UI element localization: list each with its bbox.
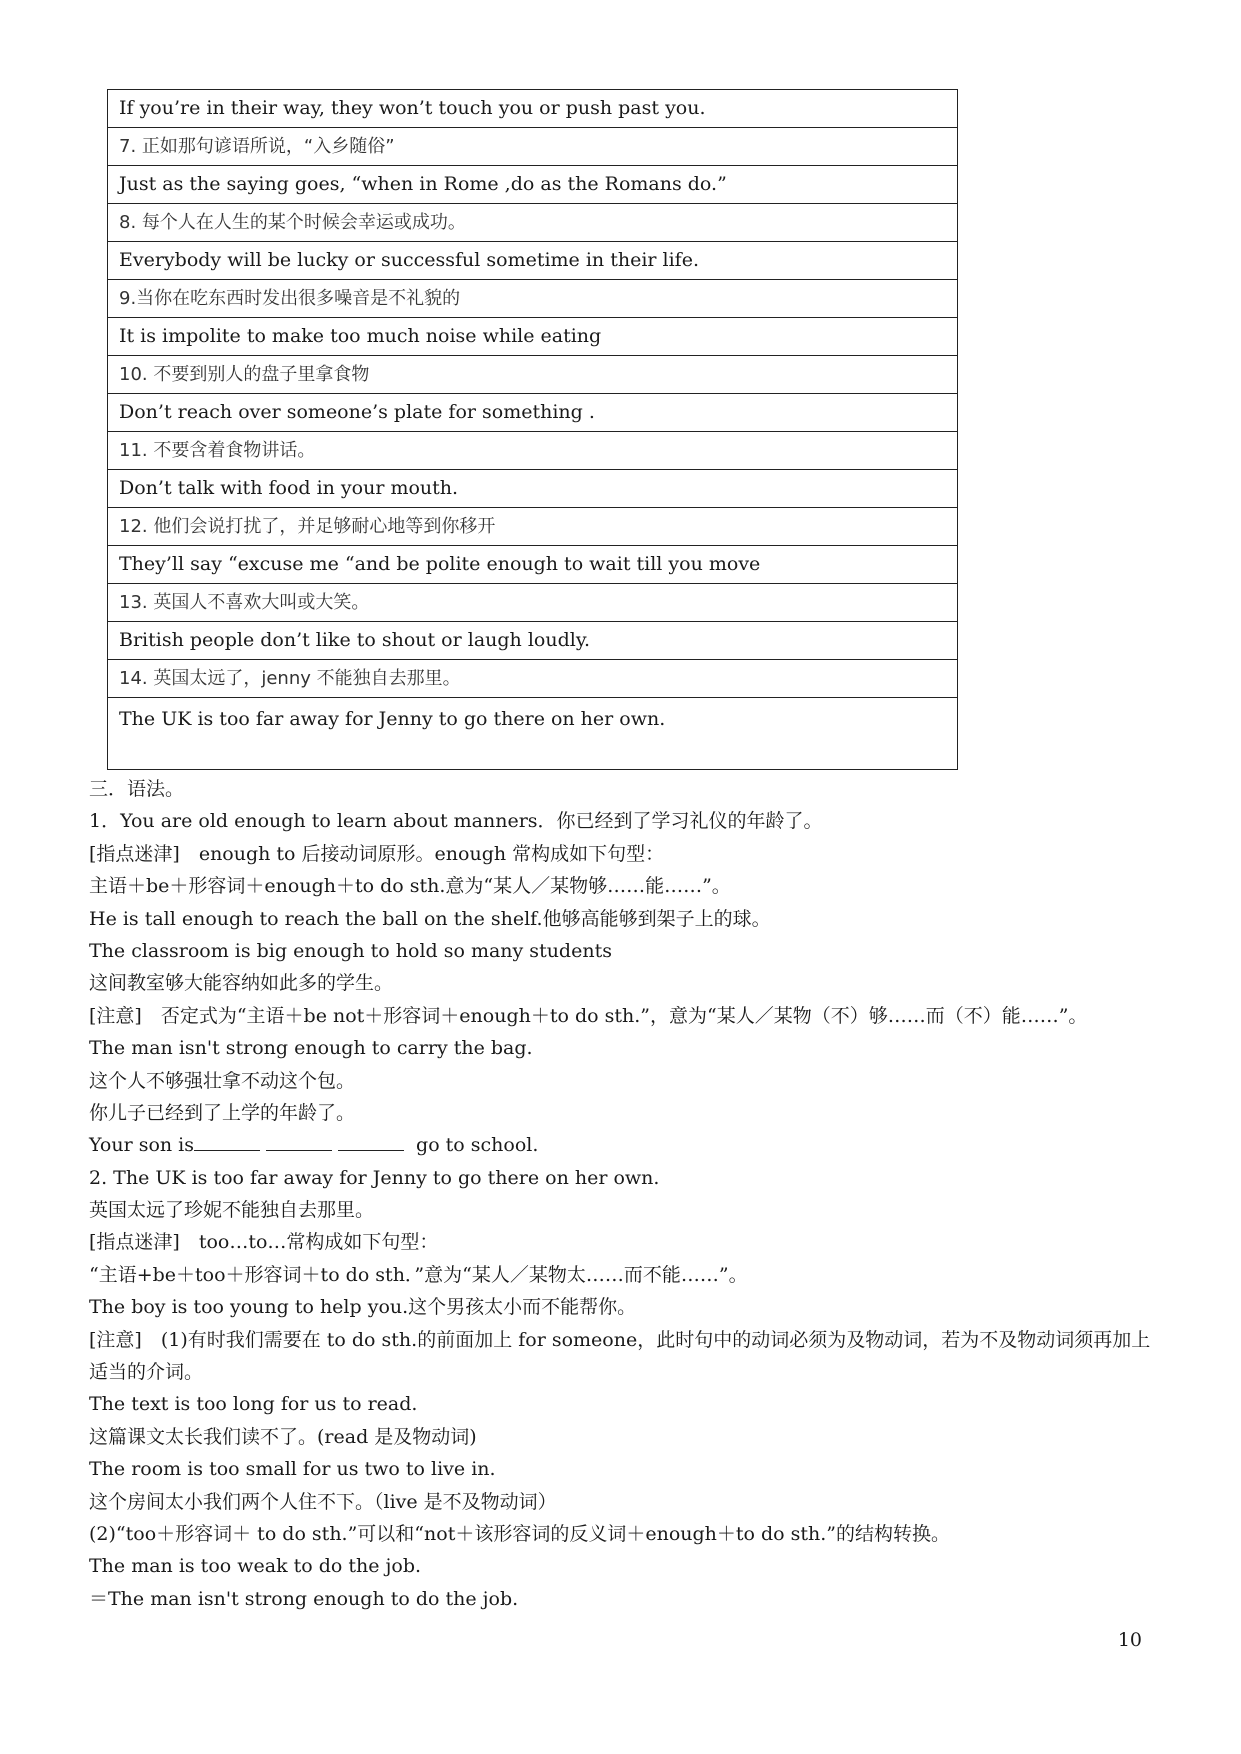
grammar-point-2: 2. The UK is too far away for Jenny to go there on her own. [89, 1166, 660, 1189]
grammar-point-2-translation: 英国太远了珍妮不能独自去那里。 [89, 1199, 375, 1222]
table-row [108, 90, 958, 128]
pattern-2: “主语+be＋too＋形容词＋to do sth．”意为“某人／某物太……而不能……”。 [89, 1263, 748, 1286]
table-cell-english: The UK is too far away for Jenny to go there on her own. [108, 698, 958, 770]
answer-blank-1[interactable] [194, 1130, 260, 1151]
tip-heading-1: [指点迷津] enough to 后接动词原形。enough 常构成如下句型： [89, 842, 665, 865]
exercise-prompt: 你儿子已经到了上学的年龄了。 [89, 1101, 356, 1124]
table-cell-chinese: 9.当你在吃东西时发出很多噪音是不礼貌的 [108, 280, 958, 318]
phrase-table-body [108, 90, 958, 770]
section-heading: 三．语法。 [89, 778, 185, 800]
note-2: [注意] (1)有时我们需要在 to do sth.的前面加上 for someone，此时句中的动词必须为及物动词，若为不及物动词须再加上适当的介词。 [89, 1328, 1151, 1384]
table-cell-english: They’ll say “excuse me “and be polite enough to wait till you move [108, 546, 958, 584]
grammar-point-1: 1．You are old enough to learn about manners．你已经到了学习礼仪的年龄了。 [89, 810, 823, 833]
table-cell-chinese: 13. 英国人不喜欢大叫或大笑。 [108, 584, 958, 622]
table-row [108, 204, 958, 242]
table-row [108, 698, 958, 770]
answer-blank-3[interactable] [338, 1130, 404, 1151]
table-cell-english: Everybody will be lucky or successful sometime in their life. [108, 242, 958, 280]
table-row [108, 432, 958, 470]
example-3-translation: 这个人不够强壮拿不动这个包。 [89, 1069, 356, 1092]
example-5: The text is too long for us to read. [89, 1393, 418, 1416]
table-cell-english: Just as the saying goes, “when in Rome ,do as the Romans do.” [108, 166, 958, 204]
table-cell-chinese: 8. 每个人在人生的某个时候会幸运或成功。 [108, 204, 958, 242]
table-row [108, 242, 958, 280]
page-number: 10 [1117, 1629, 1142, 1651]
table-row [108, 584, 958, 622]
table-cell-english: British people don’t like to shout or laugh loudly. [108, 622, 958, 660]
table-row [108, 280, 958, 318]
example-3: The man isn't strong enough to carry the bag. [89, 1037, 533, 1060]
example-5-translation: 这篇课文太长我们读不了。(read 是及物动词) [89, 1425, 477, 1448]
example-7: The man is too weak to do the job. [89, 1555, 422, 1578]
table-cell-english: If you’re in their way, they won’t touch you or push past you. [108, 90, 958, 128]
note-1: [注意] 否定式为“主语＋be not＋形容词＋enough＋to do sth.”，意为“某人／某物（不）够……而（不）能……”。 [89, 1004, 1088, 1027]
exercise-lead: Your son is [89, 1134, 194, 1157]
example-2-translation: 这间教室够大能容纳如此多的学生。 [89, 972, 394, 995]
table-cell-english: It is impolite to make too much noise while eating [108, 318, 958, 356]
example-2: The classroom is big enough to hold so many students [89, 939, 612, 962]
pattern-1: 主语＋be＋形容词＋enough＋to do sth.意为“某人／某物够……能……”。 [89, 875, 731, 898]
example-6: The room is too small for us two to live in. [89, 1458, 496, 1481]
answer-blank-2[interactable] [266, 1130, 332, 1151]
exercise-tail: go to school. [416, 1134, 539, 1157]
table-row [108, 546, 958, 584]
example-7-equivalent: ＝The man isn't strong enough to do the job. [89, 1587, 519, 1610]
exercise-sentence [89, 1129, 1169, 1161]
table-row [108, 356, 958, 394]
example-4: The boy is too young to help you.这个男孩太小而不能帮你。 [89, 1296, 637, 1319]
table-cell-english: Don’t talk with food in your mouth. [108, 470, 958, 508]
table-row [108, 622, 958, 660]
phrase-table [107, 89, 958, 770]
table-row [108, 660, 958, 698]
note-3: (2)“too＋形容词＋ to do sth.”可以和“not＋该形容词的反义词＋enough＋to do sth.”的结构转换。 [89, 1523, 951, 1545]
table-row [108, 394, 958, 432]
table-cell-chinese: 12. 他们会说打扰了，并足够耐心地等到你移开 [108, 508, 958, 546]
table-row [108, 128, 958, 166]
table-row [108, 166, 958, 204]
example-1: He is tall enough to reach the ball on the shelf.他够高能够到架子上的球。 [89, 907, 771, 930]
table-cell-english: Don’t reach over someone’s plate for something . [108, 394, 958, 432]
table-row [108, 318, 958, 356]
table-cell-chinese: 11. 不要含着食物讲话。 [108, 432, 958, 470]
table-cell-chinese: 7. 正如那句谚语所说，“入乡随俗” [108, 128, 958, 166]
table-cell-chinese: 10. 不要到别人的盘子里拿食物 [108, 356, 958, 394]
table-row [108, 470, 958, 508]
example-6-translation: 这个房间太小我们两个人住不下。（live 是不及物动词） [89, 1490, 557, 1513]
table-row [108, 508, 958, 546]
table-cell-chinese: 14. 英国太远了，jenny 不能独自去那里。 [108, 660, 958, 698]
tip-heading-2: [指点迷津] too…to…常构成如下句型： [89, 1231, 439, 1254]
grammar-section [89, 773, 1169, 1615]
